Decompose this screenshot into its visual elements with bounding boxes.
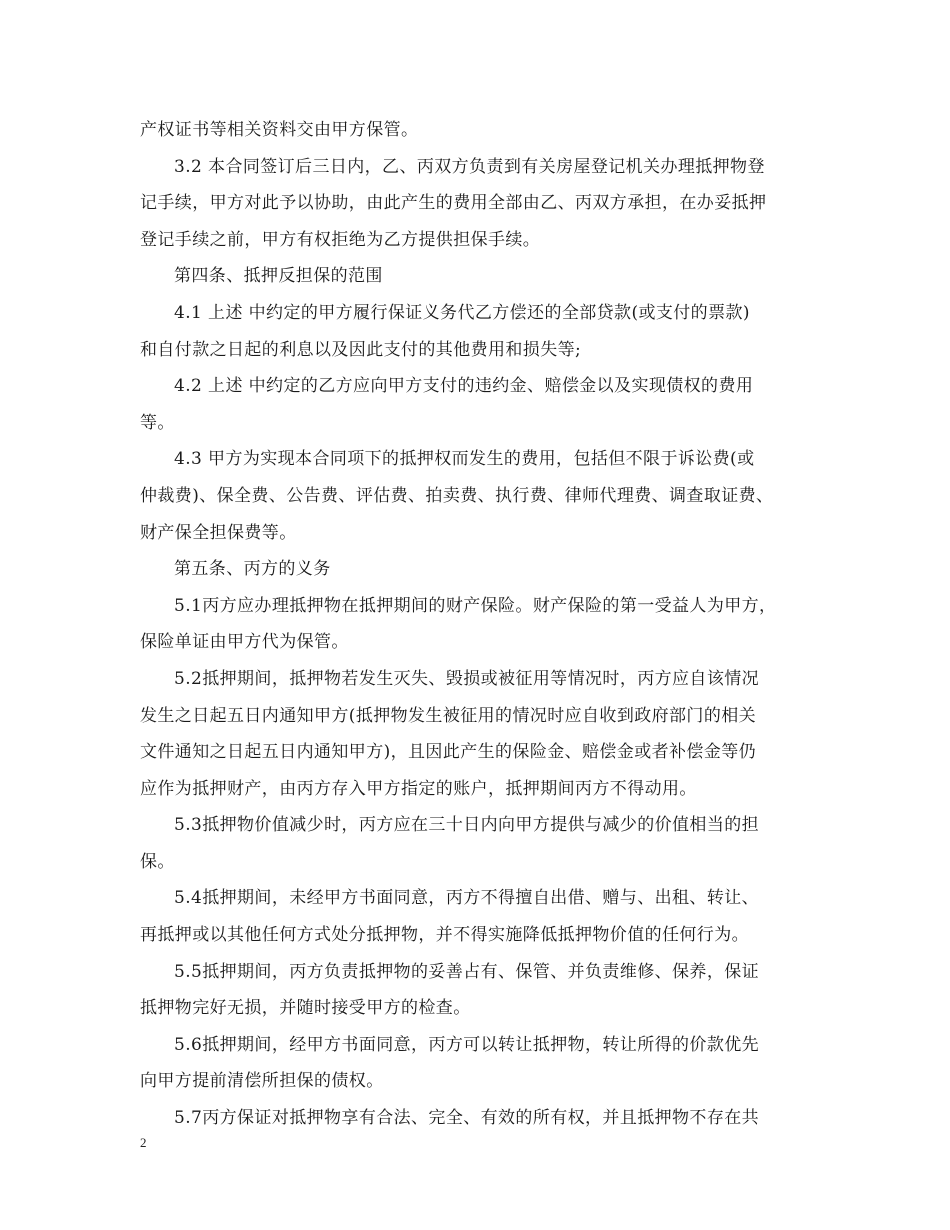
page-number: 2 bbox=[140, 1135, 147, 1150]
text-line: 5.3抵押物价值减少时，丙方应在三十日内向甲方提供与减少的价值相当的担 bbox=[174, 815, 760, 836]
text-line: 3.2 本合同签订后三日内，乙、丙双方负责到有关房屋登记机关办理抵押物登 bbox=[174, 156, 765, 177]
text-line: 第四条、抵押反担保的范围 bbox=[174, 266, 383, 287]
text-line: 保。 bbox=[140, 851, 175, 872]
text-line: 5.2抵押期间，抵押物若发生灭失、毁损或被征用等情况时，丙方应自该情况 bbox=[174, 668, 760, 689]
text-line: 第五条、丙方的义务 bbox=[174, 559, 331, 580]
text-line: 等。 bbox=[140, 412, 175, 433]
text-line: 和自付款之日起的利息以及因此支付的其他费用和损失等; bbox=[140, 339, 582, 360]
document-body bbox=[140, 112, 812, 1137]
text-line: 产权证书等相关资料交由甲方保管。 bbox=[140, 120, 419, 140]
text-line: 仲裁费)、保全费、公告费、评估费、拍卖费、执行费、律师代理费、调查取证费、 bbox=[140, 485, 774, 506]
text-line: 5.4抵押期间，未经甲方书面同意，丙方不得擅自出借、赠与、出租、转让、 bbox=[174, 888, 760, 909]
text-line: 5.1丙方应办理抵押物在抵押期间的财产保险。财产保险的第一受益人为甲方， bbox=[174, 595, 777, 616]
text-line: 4.1 上述 中约定的甲方履行保证义务代乙方偿还的全部贷款(或支付的票款) bbox=[174, 302, 750, 323]
text-line: 5.6抵押期间，经甲方书面同意，丙方可以转让抵押物，转让所得的价款优先 bbox=[174, 1034, 760, 1055]
text-line: 5.5抵押期间，丙方负责抵押物的妥善占有、保管、并负责维修、保养，保证 bbox=[174, 961, 760, 982]
text-line: 保险单证由甲方代为保管。 bbox=[140, 632, 349, 653]
text-line: 财产保全担保费等。 bbox=[140, 522, 297, 543]
text-line: 4.2 上述 中约定的乙方应向甲方支付的违约金、赔偿金以及实现债权的费用 bbox=[174, 376, 754, 397]
text-line: 4.3 甲方为实现本合同项下的抵押权而发生的费用，包括但不限于诉讼费(或 bbox=[174, 449, 755, 470]
text-line: 文件通知之日起五日内通知甲方)，且因此产生的保险金、赔偿金或者补偿金等仍 bbox=[140, 742, 757, 763]
text-line: 抵押物完好无损，并随时接受甲方的检查。 bbox=[140, 998, 471, 1019]
text-line: 登记手续之前，甲方有权拒绝为乙方提供担保手续。 bbox=[140, 229, 541, 250]
text-line: 发生之日起五日内通知甲方(抵押物发生被征用的情况时应自收到政府部门的相关 bbox=[140, 705, 757, 726]
text-line: 应作为抵押财产，由丙方存入甲方指定的账户，抵押期间丙方不得动用。 bbox=[140, 778, 697, 799]
text-line: 记手续，甲方对此予以协助，由此产生的费用全部由乙、丙双方承担，在办妥抵押 bbox=[140, 193, 767, 214]
text-line: 5.7丙方保证对抵押物享有合法、完全、有效的所有权，并且抵押物不存在共 bbox=[174, 1108, 760, 1129]
text-line: 向甲方提前清偿所担保的债权。 bbox=[140, 1071, 384, 1092]
text-line: 再抵押或以其他任何方式处分抵押物，并不得实施降低抵押物价值的任何行为。 bbox=[140, 925, 749, 946]
